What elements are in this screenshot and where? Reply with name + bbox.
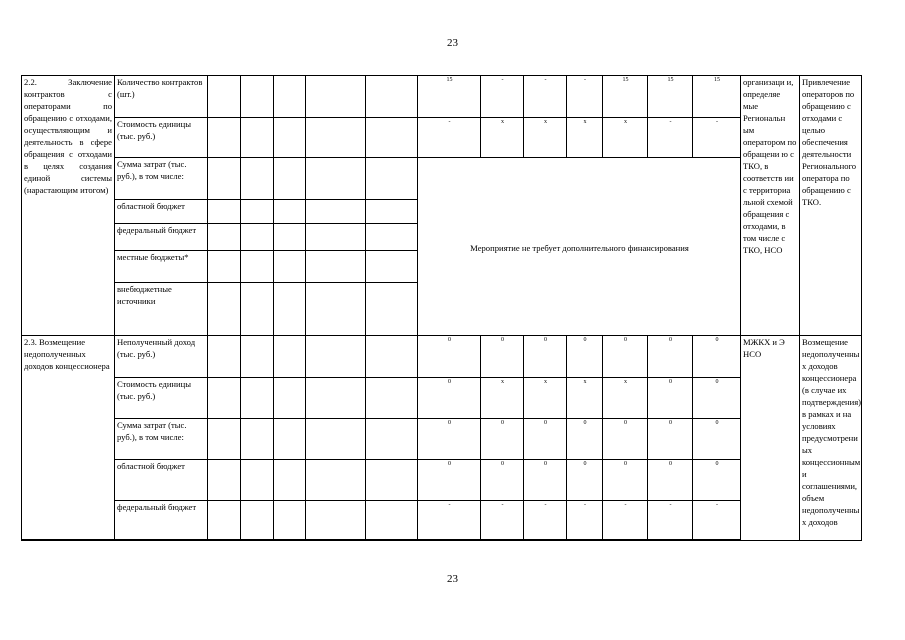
value-text: 15 xyxy=(622,77,629,83)
indicator-label: областной бюджет xyxy=(114,199,208,224)
value-text: 0 xyxy=(544,420,547,426)
empty-cell xyxy=(305,418,366,460)
empty-cell xyxy=(365,335,418,378)
value-text: - xyxy=(716,502,718,508)
value-text: x xyxy=(501,379,504,385)
empty-cell xyxy=(207,459,241,501)
value-text: 0 xyxy=(501,337,504,343)
empty-cell xyxy=(365,282,418,336)
section-2-3-title: 2.3. Возмещение недополученных доходов концессионера xyxy=(21,335,115,541)
value-text: - xyxy=(669,502,672,508)
value-text: x xyxy=(544,119,547,125)
value-text: 0 xyxy=(448,461,451,467)
empty-cell xyxy=(365,223,418,251)
empty-cell xyxy=(305,75,366,118)
empty-cell xyxy=(305,500,366,541)
value-text: x xyxy=(624,379,627,385)
value-text: - xyxy=(716,119,718,125)
empty-cell xyxy=(273,157,306,200)
empty-cell xyxy=(207,117,241,158)
empty-cell xyxy=(207,199,241,224)
section-2-2-title: 2.2. Заключение контрактов с операторами по обращению с отходами, осуществляющим и деятельность в сфере обращения с отходами в целях создания единой системы (нарастающим итогом) xyxy=(21,75,115,336)
empty-cell xyxy=(365,117,418,158)
value-text: 15 xyxy=(667,77,674,83)
value-text: 0 xyxy=(501,461,504,467)
value-text: 0 xyxy=(715,379,719,385)
indicator-label: Количество контрактов (шт.) xyxy=(114,75,208,118)
empty-cell xyxy=(273,199,306,224)
value-text: - xyxy=(448,119,451,125)
empty-cell xyxy=(273,250,306,283)
empty-cell xyxy=(240,250,274,283)
empty-cell xyxy=(273,335,306,378)
value-text: 0 xyxy=(715,461,719,467)
empty-cell xyxy=(207,75,241,118)
empty-cell xyxy=(305,282,366,336)
empty-cell xyxy=(207,282,241,336)
empty-cell xyxy=(273,223,306,251)
empty-cell xyxy=(273,500,306,541)
empty-cell xyxy=(207,500,241,541)
value-text: 0 xyxy=(501,420,504,426)
value-text: 0 xyxy=(544,337,547,343)
empty-cell xyxy=(273,418,306,460)
executor-cell: МЖКХ и Э НСО xyxy=(740,335,800,541)
indicator-label: внебюджетные источники xyxy=(114,282,208,336)
empty-cell xyxy=(273,377,306,419)
empty-cell xyxy=(305,117,366,158)
empty-cell xyxy=(240,500,274,541)
empty-cell xyxy=(207,157,241,200)
value-text: 0 xyxy=(624,337,627,343)
indicator-label: Сумма затрат (тыс. руб.), в том числе: xyxy=(114,157,208,200)
empty-cell xyxy=(305,459,366,501)
value-text: 0 xyxy=(715,420,719,426)
empty-cell xyxy=(305,199,366,224)
indicator-label: Неполученный доход (тыс. руб.) xyxy=(114,335,208,378)
value-text: x xyxy=(624,119,627,125)
empty-cell xyxy=(305,223,366,251)
page-number-top: 23 xyxy=(447,37,458,49)
empty-cell xyxy=(207,418,241,460)
value-text: x xyxy=(583,379,587,385)
empty-cell xyxy=(240,223,274,251)
value-text: - xyxy=(584,77,586,83)
page-number-bottom: 23 xyxy=(447,573,458,585)
empty-cell xyxy=(240,75,274,118)
value-text: - xyxy=(544,502,547,508)
empty-cell xyxy=(207,223,241,251)
empty-cell xyxy=(240,157,274,200)
empty-cell xyxy=(240,117,274,158)
empty-cell xyxy=(240,377,274,419)
result-cell: Возмещение недополученны х доходов концессионера (в случае их подтверждения) в рамках и на условиях предусмотрени ых концессионным и соглашениями, объем недополученны х доходов xyxy=(799,335,862,541)
value-text: 0 xyxy=(624,420,627,426)
value-text: 0 xyxy=(669,420,672,426)
value-text: 0 xyxy=(448,420,451,426)
indicator-label: местные бюджеты* xyxy=(114,250,208,283)
indicator-label: Стоимость единицы (тыс. руб.) xyxy=(114,117,208,158)
empty-cell xyxy=(273,459,306,501)
empty-cell xyxy=(207,250,241,283)
empty-cell xyxy=(207,335,241,378)
empty-cell xyxy=(365,75,418,118)
value-text: - xyxy=(501,77,504,83)
executor-cell: организаци и, определяе мые Региональн ым оператором по обращени ю с ТКО, в соответств ии с территориа льной схемой обращения с отходами, в том числе с ТКО, НСО xyxy=(740,75,800,336)
empty-cell xyxy=(273,117,306,158)
indicator-label: федеральный бюджет xyxy=(114,223,208,251)
empty-cell xyxy=(365,500,418,541)
indicator-label: Сумма затрат (тыс. руб.), в том числе: xyxy=(114,418,208,460)
merged-financing-note: Мероприятие не требует дополнительного финансирования xyxy=(470,243,689,253)
value-text: - xyxy=(584,502,586,508)
value-text: 0 xyxy=(448,379,451,385)
value-text: 0 xyxy=(544,461,547,467)
empty-cell xyxy=(365,250,418,283)
value-text: 15 xyxy=(446,77,453,83)
empty-cell xyxy=(365,459,418,501)
empty-cell xyxy=(305,250,366,283)
value-text: - xyxy=(544,77,547,83)
empty-cell xyxy=(240,459,274,501)
value-text: 0 xyxy=(583,420,587,426)
table-bottom-line xyxy=(22,539,741,540)
empty-cell xyxy=(365,418,418,460)
value-text: 15 xyxy=(714,77,720,83)
empty-cell xyxy=(240,282,274,336)
value-text: 0 xyxy=(669,379,672,385)
empty-cell xyxy=(240,418,274,460)
indicator-label: Стоимость единицы (тыс. руб.) xyxy=(114,377,208,419)
empty-cell xyxy=(365,377,418,419)
indicator-label: федеральный бюджет xyxy=(114,500,208,541)
value-text: x xyxy=(583,119,587,125)
empty-cell xyxy=(365,199,418,224)
value-text: 0 xyxy=(669,337,672,343)
empty-cell xyxy=(305,377,366,419)
indicator-label: областной бюджет xyxy=(114,459,208,501)
value-text: 0 xyxy=(583,337,587,343)
value-text: x xyxy=(501,119,504,125)
value-text: 0 xyxy=(448,337,451,343)
empty-cell xyxy=(273,282,306,336)
value-text: 0 xyxy=(715,337,719,343)
value-text: - xyxy=(448,502,451,508)
value-text: - xyxy=(669,119,672,125)
empty-cell xyxy=(207,377,241,419)
empty-cell xyxy=(305,335,366,378)
empty-cell xyxy=(240,199,274,224)
result-cell: Привлечение операторов по обращению с отходами с целью обеспечения деятельности Регионального оператора по обращению с ТКО. xyxy=(799,75,862,336)
value-text: - xyxy=(501,502,504,508)
value-text: x xyxy=(544,379,547,385)
empty-cell xyxy=(365,157,418,200)
value-text: 0 xyxy=(624,461,627,467)
value-text: - xyxy=(624,502,627,508)
value-text: 0 xyxy=(669,461,672,467)
empty-cell xyxy=(305,157,366,200)
empty-cell xyxy=(273,75,306,118)
empty-cell xyxy=(240,335,274,378)
value-text: 0 xyxy=(583,461,587,467)
